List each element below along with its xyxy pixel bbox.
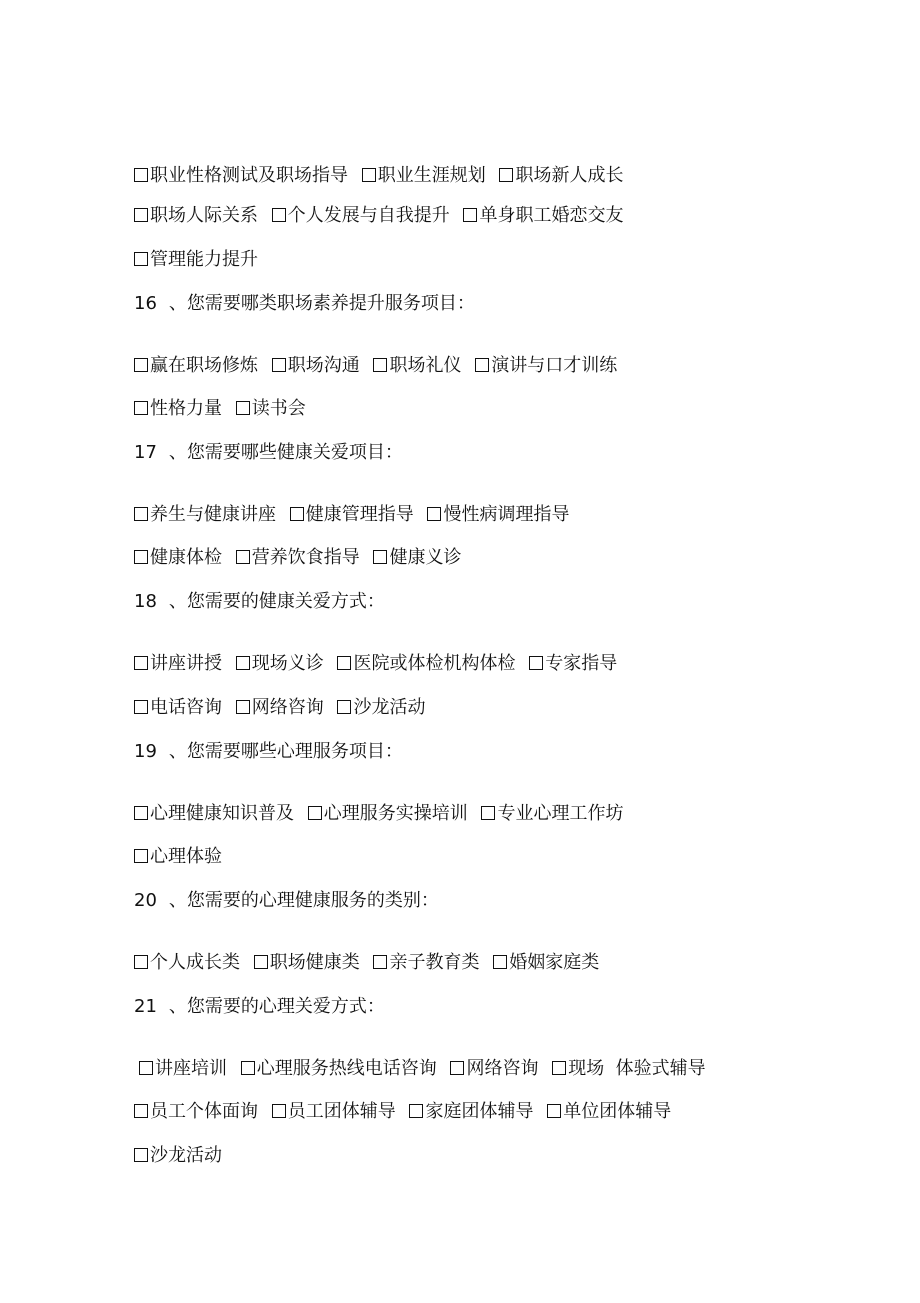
checkbox-icon[interactable] (450, 1061, 464, 1075)
checkbox-icon[interactable] (373, 358, 387, 372)
checkbox-option[interactable]: 赢在职场修炼 (134, 354, 258, 378)
checkbox-option[interactable]: 心理服务热线电话咨询 (241, 1057, 437, 1081)
checkbox-option[interactable]: 沙龙活动 (337, 696, 425, 720)
checkbox-option[interactable]: 讲座培训 (139, 1057, 227, 1081)
question-text: 、您需要哪类职场素养提升服务项目： (168, 293, 475, 314)
checkbox-icon[interactable] (475, 358, 489, 372)
checkbox-option[interactable]: 健康义诊 (373, 546, 461, 570)
checkbox-option[interactable]: 网络咨询 (236, 696, 324, 720)
checkbox-icon[interactable] (463, 208, 477, 222)
checkbox-icon[interactable] (254, 955, 268, 969)
checkbox-option[interactable]: 讲座讲授 (134, 652, 222, 676)
checkbox-icon[interactable] (373, 955, 387, 969)
checkbox-option[interactable]: 管理能力提升 (134, 248, 258, 272)
checkbox-option[interactable]: 健康管理指导 (290, 503, 414, 527)
checkbox-option[interactable]: 职业生涯规划 (362, 164, 486, 188)
options-row (134, 248, 266, 272)
question-text: 、您需要哪些健康关爱项目： (168, 442, 403, 463)
checkbox-option[interactable]: 员工团体辅导 (272, 1100, 396, 1124)
checkbox-icon[interactable] (134, 849, 148, 863)
question-number: 21 (134, 996, 157, 1017)
checkbox-icon[interactable] (552, 1061, 566, 1075)
options-row (134, 546, 469, 570)
checkbox-icon[interactable] (272, 208, 286, 222)
checkbox-icon[interactable] (499, 168, 513, 182)
checkbox-option[interactable]: 职业性格测试及职场指导 (134, 164, 348, 188)
options-row (134, 1100, 679, 1124)
checkbox-icon[interactable] (362, 168, 376, 182)
question-number: 17 (134, 442, 157, 463)
checkbox-option[interactable]: 专家指导 (529, 652, 617, 676)
checkbox-icon[interactable] (134, 806, 148, 820)
question-18 (134, 590, 385, 614)
checkbox-icon[interactable] (134, 955, 148, 969)
question-text: 、您需要的健康关爱方式： (168, 591, 385, 612)
checkbox-option[interactable]: 营养饮食指导 (236, 546, 360, 570)
checkbox-icon[interactable] (493, 955, 507, 969)
checkbox-option[interactable]: 慢性病调理指导 (427, 503, 569, 527)
checkbox-icon[interactable] (337, 700, 351, 714)
checkbox-icon[interactable] (529, 656, 543, 670)
checkbox-icon[interactable] (134, 1104, 148, 1118)
question-number: 16 (134, 293, 157, 314)
checkbox-option[interactable]: 家庭团体辅导 (409, 1100, 533, 1124)
checkbox-option[interactable]: 现场 体验式辅导 (552, 1057, 705, 1081)
options-row (134, 696, 433, 720)
checkbox-icon[interactable] (139, 1061, 153, 1075)
options-row (134, 845, 230, 869)
checkbox-option[interactable]: 职场新人成长 (499, 164, 623, 188)
checkbox-option[interactable]: 个人成长类 (134, 951, 240, 975)
options-row (134, 503, 577, 527)
checkbox-icon[interactable] (272, 358, 286, 372)
question-number: 19 (134, 741, 157, 762)
checkbox-icon[interactable] (547, 1104, 561, 1118)
question-text: 、您需要哪些心理服务项目： (168, 741, 403, 762)
checkbox-option[interactable]: 电话咨询 (134, 696, 222, 720)
checkbox-option[interactable]: 个人发展与自我提升 (272, 204, 450, 228)
checkbox-option[interactable]: 职场沟通 (272, 354, 360, 378)
checkbox-option[interactable]: 网络咨询 (450, 1057, 538, 1081)
checkbox-icon[interactable] (373, 550, 387, 564)
question-number: 20 (134, 890, 157, 911)
checkbox-icon[interactable] (134, 550, 148, 564)
question-text: 、您需要的心理健康服务的类别： (168, 890, 439, 911)
options-row (134, 354, 625, 378)
options-row (134, 397, 314, 421)
options-row (134, 164, 631, 188)
checkbox-icon[interactable] (308, 806, 322, 820)
checkbox-icon[interactable] (134, 700, 148, 714)
checkbox-option[interactable]: 员工个体面询 (134, 1100, 258, 1124)
checkbox-option[interactable]: 心理服务实操培训 (308, 802, 468, 826)
checkbox-option[interactable]: 养生与健康讲座 (134, 503, 276, 527)
checkbox-option[interactable]: 医院或体检机构体检 (337, 652, 515, 676)
question-21 (134, 995, 385, 1019)
checkbox-icon[interactable] (236, 700, 250, 714)
checkbox-icon[interactable] (427, 507, 441, 521)
checkbox-icon[interactable] (134, 656, 148, 670)
checkbox-option[interactable]: 专业心理工作坊 (481, 802, 623, 826)
checkbox-option[interactable]: 健康体检 (134, 546, 222, 570)
question-20 (134, 889, 439, 913)
options-row (139, 1057, 714, 1081)
checkbox-option[interactable]: 职场礼仪 (373, 354, 461, 378)
checkbox-icon[interactable] (236, 550, 250, 564)
checkbox-icon[interactable] (134, 252, 148, 266)
checkbox-icon[interactable] (134, 1148, 148, 1162)
checkbox-option[interactable]: 沙龙活动 (134, 1144, 222, 1168)
checkbox-icon[interactable] (134, 168, 148, 182)
checkbox-option[interactable]: 单身职工婚恋交友 (463, 204, 623, 228)
checkbox-option[interactable]: 亲子教育类 (373, 951, 479, 975)
checkbox-option[interactable]: 演讲与口才训练 (475, 354, 617, 378)
checkbox-icon[interactable] (290, 507, 304, 521)
checkbox-option[interactable]: 婚姻家庭类 (493, 951, 599, 975)
checkbox-option[interactable]: 心理健康知识普及 (134, 802, 294, 826)
question-19 (134, 740, 403, 764)
options-row (134, 1144, 230, 1168)
question-number: 18 (134, 591, 157, 612)
checkbox-icon[interactable] (134, 401, 148, 415)
checkbox-icon[interactable] (481, 806, 495, 820)
checkbox-icon[interactable] (337, 656, 351, 670)
options-row (134, 204, 631, 228)
question-16 (134, 292, 475, 316)
checkbox-icon[interactable] (409, 1104, 423, 1118)
checkbox-icon[interactable] (134, 208, 148, 222)
checkbox-option[interactable]: 职场人际关系 (134, 204, 258, 228)
options-row (134, 802, 631, 826)
checkbox-option[interactable]: 读书会 (236, 397, 306, 421)
checkbox-icon[interactable] (272, 1104, 286, 1118)
checkbox-icon[interactable] (134, 507, 148, 521)
checkbox-option[interactable]: 心理体验 (134, 845, 222, 869)
checkbox-option[interactable]: 职场健康类 (254, 951, 360, 975)
question-text: 、您需要的心理关爱方式： (168, 996, 385, 1017)
checkbox-icon[interactable] (241, 1061, 255, 1075)
checkbox-option[interactable]: 现场义诊 (236, 652, 324, 676)
checkbox-option[interactable]: 单位团体辅导 (547, 1100, 671, 1124)
checkbox-icon[interactable] (236, 656, 250, 670)
options-row (134, 652, 625, 676)
options-row (134, 951, 607, 975)
question-17 (134, 441, 403, 465)
checkbox-icon[interactable] (236, 401, 250, 415)
checkbox-option[interactable]: 性格力量 (134, 397, 222, 421)
checkbox-icon[interactable] (134, 358, 148, 372)
